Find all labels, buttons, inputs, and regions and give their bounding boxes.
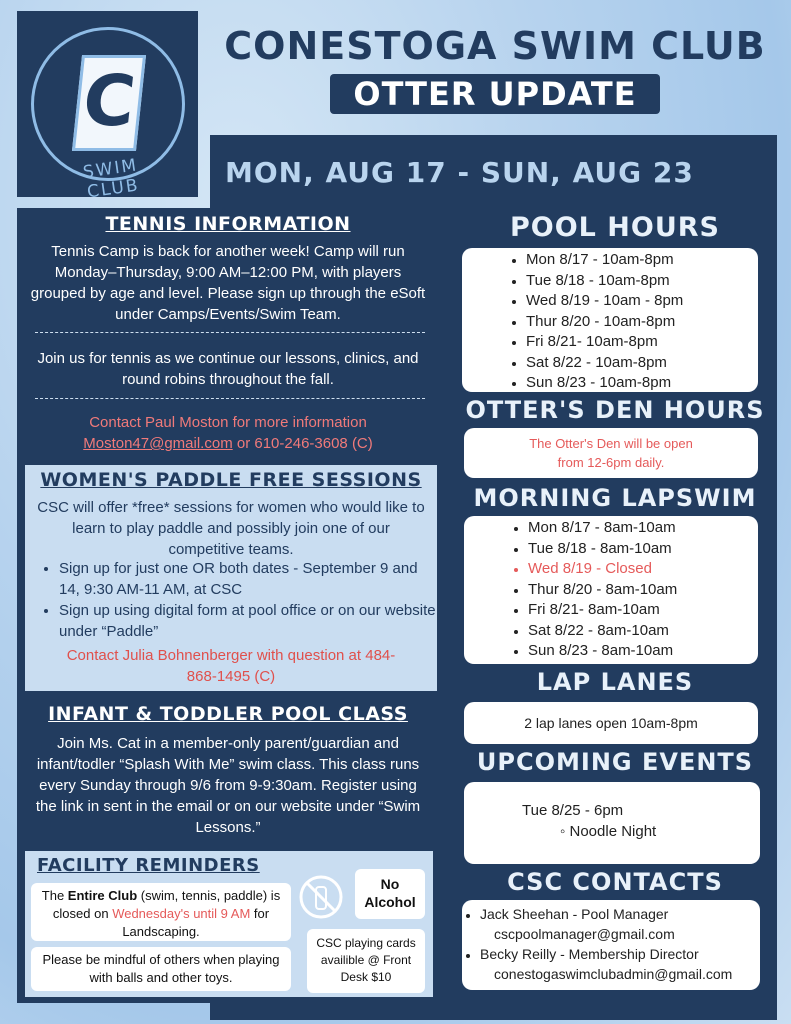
date-range: MON, AUG 17 - SUN, AUG 23 [225,156,694,189]
tennis-section [17,208,439,465]
lapswim-title: MORNING LAPSWIM [473,484,757,512]
paddle-title: WOMEN'S PADDLE FREE SESSIONS [40,469,422,491]
otters-den-line2: from 12-6pm daily. [557,455,665,470]
event-date: Tue 8/25 - 6pm [522,802,624,819]
page-title: CONESTOGA SWIM CLUB [224,24,766,68]
logo-subtitle: SWIM CLUB [81,155,141,203]
lapswim-box [464,516,758,664]
paddle-contact: Contact Julia Bohnenberger with question at 484-868-1495 (C) [66,647,396,685]
tennis-email-link[interactable]: Moston47@gmail.com [83,435,233,452]
club-logo [17,11,198,203]
otters-den-title: OTTER'S DEN HOURS [465,396,765,424]
list-item: • Sat 8/22 - 10am-8pm [526,353,758,374]
events-title: UPCOMING EVENTS [476,748,754,776]
list-item: • Thur 8/20 - 10am-8pm [526,312,758,333]
paddle-list [39,558,439,642]
no-bottle-icon [297,873,345,921]
list-item: • Sign up using digital form at pool office or on our website under “Paddle” [59,600,439,642]
pool-hours-box [462,248,758,392]
facility-section [17,845,439,1003]
otters-den-line1: The Otter's Den will be open [529,436,693,451]
tennis-camp-text: Tennis Camp is back for another week! Camp will run Monday–Thursday, 9:00 AM–12:00 PM, with players grouped by age and level. Please sign up through the eSoft under Camps/Events/Swim Team. [30,243,426,323]
contact-email[interactable]: cscpoolmanager@gmail.com [494,926,675,942]
otters-den-box [464,428,758,478]
list-item: • Fri 8/21- 8am-10am [528,600,758,621]
contacts-title: CSC CONTACTS [507,868,723,896]
list-item: • Mon 8/17 - 10am-8pm [526,250,758,271]
list-item: • Sun 8/23 - 10am-8pm [526,373,758,394]
contact-item: • Jack Sheehan - Pool Manager cscpoolmanager@gmail.com [480,904,760,944]
lap-lanes-title: LAP LANES [536,668,694,696]
pool-hours-list [500,250,758,394]
lapswim-list [502,518,758,662]
list-item: • Sun 8/23 - 8am-10am [528,641,758,662]
tennis-lessons-text: Join us for tennis as we continue our lessons, clinics, and round robins throughout the fall. [37,350,419,388]
list-item: • Tue 8/18 - 8am-10am [528,539,758,560]
mindful-notice: Please be mindful of others when playing with balls and other toys. [31,947,291,991]
event-item: ◦ Noodle Night [560,823,657,840]
facility-title: FACILITY REMINDERS [37,855,260,876]
logo-letter: C [72,55,146,151]
list-item: • Tue 8/18 - 10am-8pm [526,271,758,292]
divider [35,332,425,333]
paddle-intro: CSC will offer *free* sessions for women who would like to learn to play paddle and possibly join one of our competitive teams. [37,499,425,558]
list-item: • Sign up for just one OR both dates - September 9 and 14, 9:30 AM-11 AM, at CSC [59,558,439,600]
closure-notice: The Entire Club (swim, tennis, paddle) is closed on Wednesday's until 9 AM for Landscaping. [31,883,291,941]
contact-email[interactable]: conestogaswimclubadmin@gmail.com [494,966,733,982]
infant-section [17,695,439,845]
tennis-contact: Contact Paul Moston for more information Moston47@gmail.com or 610-246-3608 (C) [83,414,373,452]
list-item: • Wed 8/19 - 10am - 8pm [526,291,758,312]
infant-title: INFANT & TODDLER POOL CLASS [48,703,408,725]
list-item: • Mon 8/17 - 8am-10am [528,518,758,539]
divider [35,398,425,399]
contacts-list [466,904,760,984]
lap-lanes-text: 2 lap lanes open 10am-8pm [464,702,758,744]
pool-hours-title: POOL HOURS [509,212,720,243]
tennis-title: TENNIS INFORMATION [105,213,351,235]
no-alcohol-sign: No Alcohol [355,869,425,919]
list-item: • Fri 8/21- 10am-8pm [526,332,758,353]
contacts-box [462,900,760,990]
list-item: • Wed 8/19 - Closed [528,559,758,580]
infant-text: Join Ms. Cat in a member-only parent/guardian and infant/todler “Splash With Me” swim class. This class runs every Sunday through 9/6 from 9-9:30am. Register using the link in sent in the email or on our website under “Swim Lessons.” [35,735,421,836]
page-subtitle: OTTER UPDATE [330,74,660,114]
list-item: • Sat 8/22 - 8am-10am [528,621,758,642]
events-box [464,782,760,864]
playing-cards-notice: CSC playing cards availible @ Front Desk $10 [307,929,425,993]
list-item: • Thur 8/20 - 8am-10am [528,580,758,601]
contact-item: • Becky Reilly - Membership Director conestogaswimclubadmin@gmail.com [480,944,760,984]
paddle-section [17,465,439,695]
